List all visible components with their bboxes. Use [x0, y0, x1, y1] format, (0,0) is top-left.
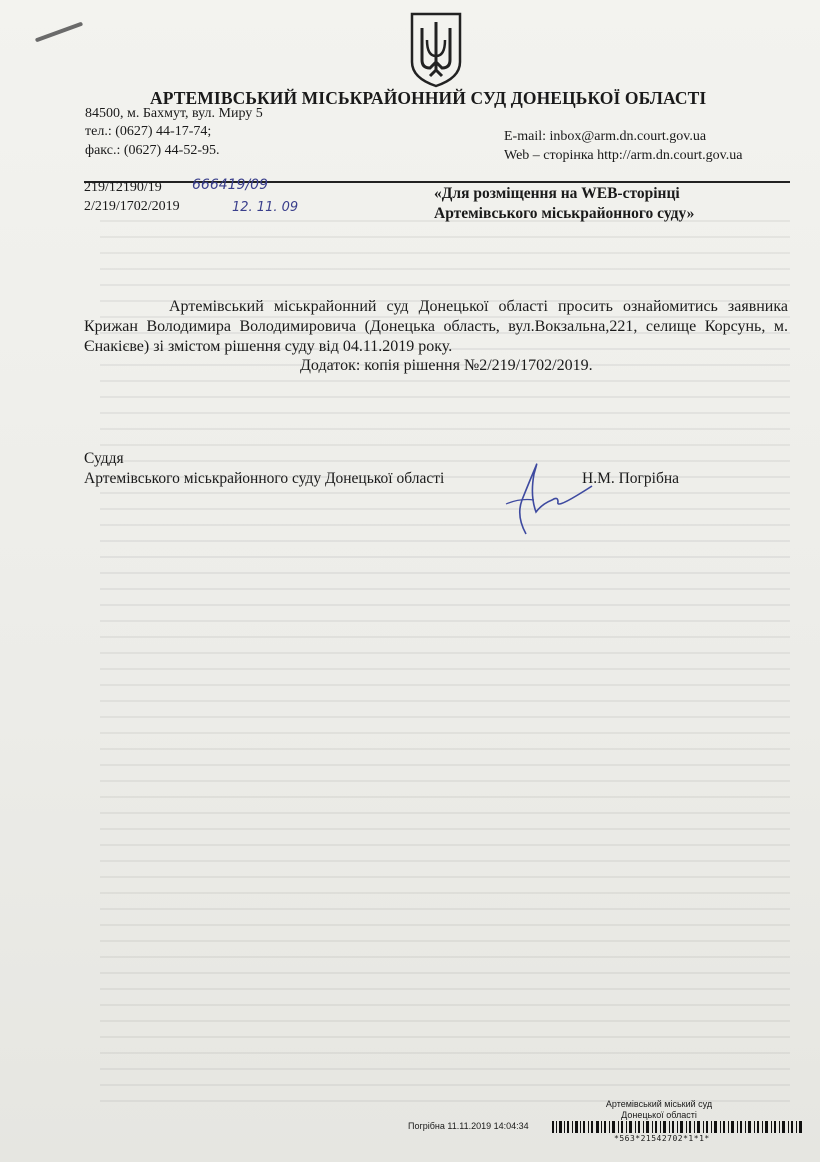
- e-signature-stamp: Погрібна 11.11.2019 14:04:34: [408, 1121, 529, 1131]
- judge-court: Артемівського міськрайонного суду Донецької області: [84, 470, 445, 487]
- court-address: 84500, м. Бахмут, вул. Миру 5: [85, 106, 263, 121]
- e-signature-court-line2: Донецької області: [621, 1110, 697, 1120]
- web-publication-note: [434, 184, 754, 224]
- case-number: 2/219/1702/2019: [84, 199, 180, 214]
- header-divider: [84, 181, 790, 183]
- notice-paragraph: Артемівський міськрайонний суд Донецької області просить ознайомитись заявника Крижан Володимира Володимировича (Донецька область, вул.Вокзальна,221, селище Корсунь, м. Єнакієве) зі змістом рішення суду від 04.11.2019 року.: [84, 298, 788, 355]
- barcode-text: *563*21542702*1*1*: [614, 1134, 710, 1143]
- coat-of-arms-icon: [408, 12, 464, 88]
- court-phone: тел.: (0627) 44-17-74;: [85, 124, 212, 139]
- note-line-1: «Для розміщення на WEB-сторінці: [434, 185, 680, 202]
- attachment-line: Додаток: копія рішення №2/219/1702/2019.: [300, 357, 593, 374]
- court-website: Web – сторінка http://arm.dn.court.gov.ua: [504, 148, 743, 163]
- e-signature-court-line1: Артемівський міський суд: [605, 1099, 713, 1109]
- scan-mark: [35, 22, 83, 43]
- judge-name: Н.М. Погрібна: [582, 470, 680, 487]
- barcode: [552, 1121, 802, 1133]
- note-line-2: Артемівського міськрайонного суду»: [434, 205, 695, 222]
- handwritten-registration-number: 666419/09: [192, 177, 268, 193]
- court-email: E-mail: inbox@arm.dn.court.gov.ua: [504, 129, 707, 144]
- outgoing-number: 219/12190/19: [84, 180, 162, 195]
- court-fax: факс.: (0627) 44-52-95.: [85, 143, 220, 158]
- handwritten-date: 12. 11. 09: [232, 200, 299, 215]
- court-title: АРТЕМІВСЬКИЙ МІСЬКРАЙОННИЙ СУД ДОНЕЦЬКОЇ ОБЛАСТІ: [150, 88, 707, 108]
- e-signature-court: [594, 1099, 724, 1121]
- handwritten-signature: [486, 456, 596, 536]
- judge-title: Суддя: [84, 450, 124, 467]
- judge-block: [84, 449, 444, 489]
